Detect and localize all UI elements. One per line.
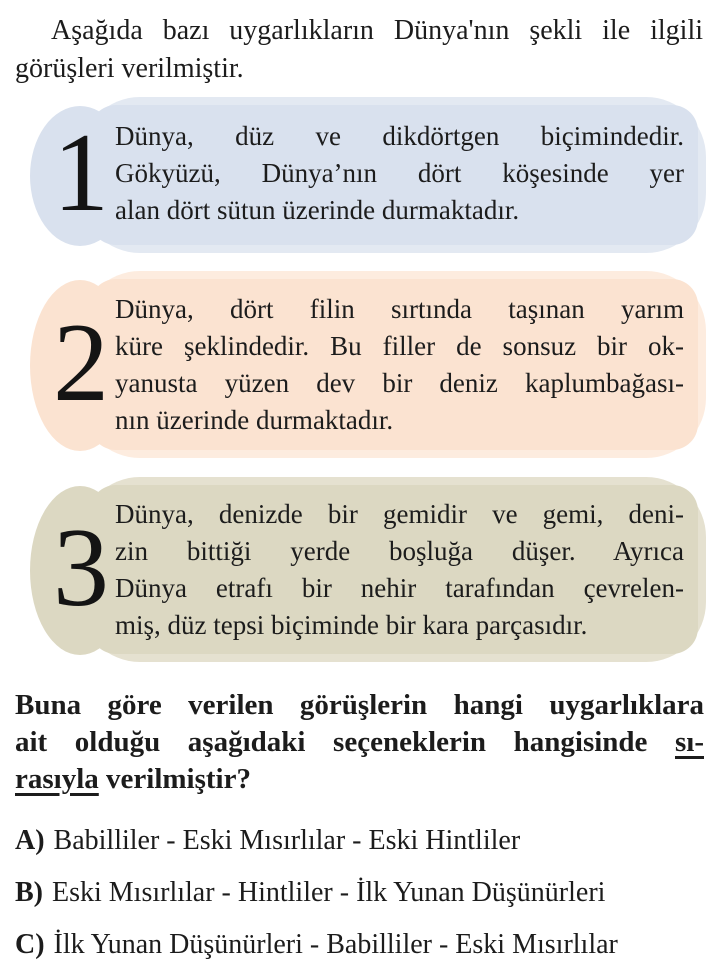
statement-number-2: 2 [53, 300, 109, 425]
option-c-letter: C) [15, 929, 45, 960]
statement-text-1: Dünya, düz ve dikdörtgen biçimindedir. Gökyüzü, Dünya’nın dört köşesinde yer alan dört sütun üzerinde durmaktadır. [115, 121, 684, 225]
statement-box-2 [30, 271, 706, 458]
statement-box-3 [30, 477, 706, 662]
option-b-letter: B) [15, 877, 43, 908]
option-c-text: İlk Yunan Düşünürleri - Babilliler - Eski Mısırlılar [53, 929, 618, 960]
statement-box-1 [30, 97, 706, 253]
question-text: Buna göre verilen görüşlerin hangi uygarlıklara ait olduğu aşağıdaki seçeneklerin hangisinde sı- rasıyla verilmiştir? [15, 689, 704, 795]
statement-number-3: 3 [53, 505, 109, 630]
statement-text-3: Dünya, denizde bir gemidir ve gemi, deni- zin bittiği yerde boşluğa düşer. Ayrıca Dünya etrafı bir nehir tarafından çevrelen- miş, düz tepsi biçiminde bir kara parçasıdır. [115, 499, 684, 640]
option-b [15, 874, 707, 911]
statement-text-2: Dünya, dört filin sırtında taşınan yarım küre şeklindedir. Bu filler de sonsuz bir ok- yanusta yüzen dev bir deniz kaplumbağası- nın üzerinde durmaktadır. [115, 294, 684, 435]
options-list [15, 822, 707, 978]
option-c [15, 926, 707, 963]
intro-paragraph: Aşağıda bazı uygarlıkların Dünya'nın şekli ile ilgili görüşleri verilmiştir. [15, 15, 703, 84]
option-a-text: Babilliler - Eski Mısırlılar - Eski Hintliler [53, 825, 521, 856]
option-a [15, 822, 707, 859]
option-a-letter: A) [15, 825, 45, 856]
statement-number-1: 1 [53, 110, 109, 235]
option-b-text: Eski Mısırlılar - Hintliler - İlk Yunan Düşünürleri [52, 877, 606, 908]
